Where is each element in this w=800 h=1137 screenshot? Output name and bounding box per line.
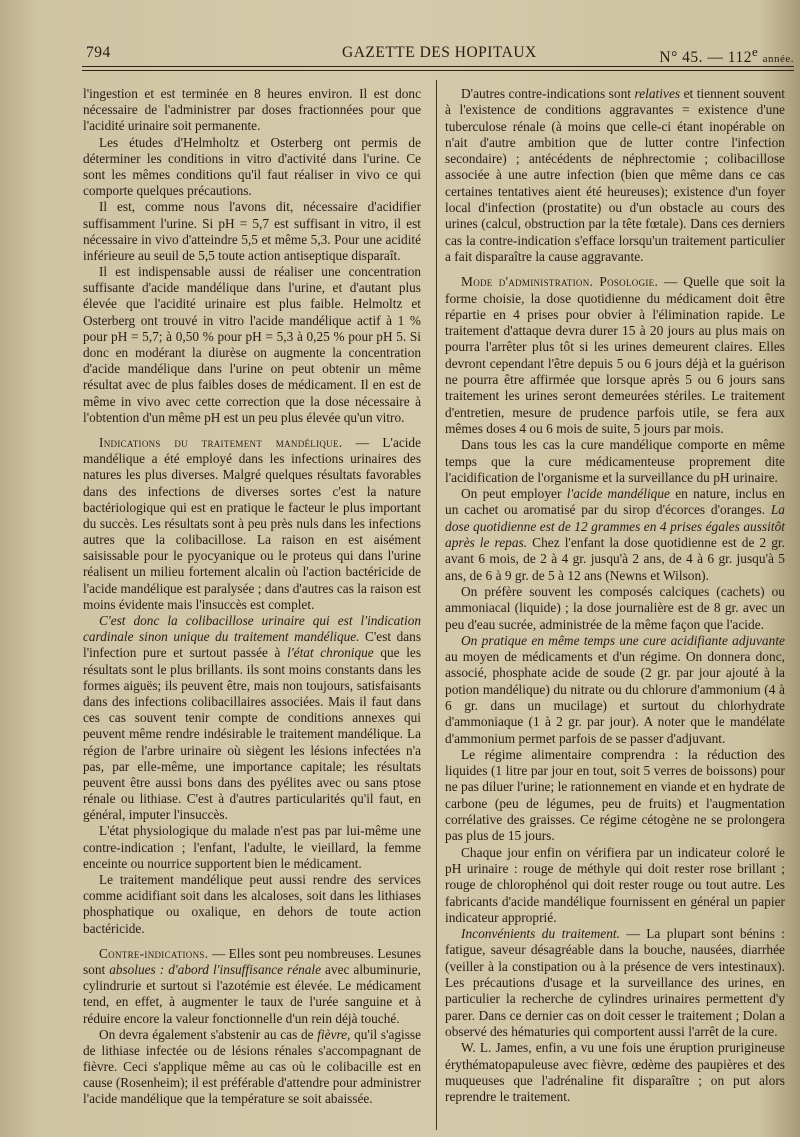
paragraph: C'est donc la colibacillose urinaire qui est l'indication cardinale sinon unique du traitement mandélique. C'est dans l'infection pure et surtout passée à l'état chronique que les résultats sont le plus brillants. ils sont moins constants dans les formes aiguës; ils peuvent être, mais non toujours, satisfaisants dans des infections colibacillaires associées. Mais il faut dans ces cas souvent tenir compte de conditions annexes qui peuvent même rendre indésirable le traitement mandélique. La région de l'arbre urinaire où siègent les lésions infectées n'a pas, par elle-même, une importance capitale; les résultats peuvent être aussi bons dans des pyélites avec ou sans ptose rénale ou lithiase. C'est à d'autres particularités qu'il faut, en général, imputer l'insuccès. bbox=[83, 613, 422, 823]
paragraph: Il est, comme nous l'avons dit, nécessaire d'acidifier suffisamment l'urine. Si pH = 5,7 est suffisant in vitro, il est nécessaire in vivo d'atteindre 5,5 et même 5,3. Pour une acidité inférieure au seuil de 5,5 toute action antiseptique disparaît. bbox=[83, 199, 421, 263]
paragraph: On peut employer l'acide mandélique en nature, inclus en un cachet ou aromatisé par du sirop d'écorces d'oranges. La dose quotidienne est de 12 grammes en 4 prises égales aussitôt après le repas. Chez l'enfant la dose quotidienne est de 2 gr. avant 6 mois, de 2 à 4 gr. jusqu'à 2 ans, de 4 à 6 gr. jusqu'à 5 ans, de 6 à 9 gr. de 5 à 12 ans (Newns et Wilson). bbox=[445, 486, 786, 583]
column-divider bbox=[436, 80, 437, 1130]
paragraph: Dans tous les cas la cure mandélique comporte en même temps que la cure médicamenteuse proprement dite l'acidification de l'organisme et la surveillance du pH urinaire. bbox=[445, 437, 785, 485]
paragraph: Chaque jour enfin on vérifiera par un indicateur coloré le pH urinaire : rouge de méthyle qui doit rester rose brillant ; rouge de chlorophénol qui doit rester rouge ou tout autre. Les fabricants d'acide mandélique fournissent en général un papier indicateur approprié. bbox=[445, 844, 785, 925]
section-heading: Indications du traitement mandélique. bbox=[99, 434, 343, 450]
paragraph: On devra également s'abstenir au cas de fièvre, qu'il s'agisse de lithiase infectée ou de lésions rénales s'accompagnant de fièvre. Ceci s'applique même au cas où le colibacille est en cause (Rosenheim); il est préférable d'attendre pour administrer l'acide mandélique que la température se soit abaissée. bbox=[83, 1026, 422, 1107]
header-rule-top bbox=[82, 66, 794, 67]
paragraph: l'ingestion et est terminée en 8 heures environ. Il est donc nécessaire de l'administrer par doses fractionnées pour que l'acidité urinaire soit permanente. bbox=[83, 86, 421, 134]
paragraph: Inconvénients du traitement. — La plupart sont bénins : fatigue, saveur désagréable dans la bouche, nausées, diarrhée (veiller à la constipation ou à la présence de vers intestinaux). Les précautions d'usage et la surveillance des urines, en particulier la recherche de cylindres urinaires permettent d'y parer. Dans ce dernier cas on doit cesser le traitement ; Dolan a observé des hématuries qui comportent aussi l'arrêt de la cure. bbox=[445, 926, 785, 1039]
paragraph: Le traitement mandélique peut aussi rendre des services comme acidifiant soit dans les alcaloses, soit dans les lithiases phosphatique ou oxalique, en dehors de toute action bactéricide. bbox=[83, 872, 421, 936]
section-heading: Mode d'administration. Posologie. bbox=[461, 274, 659, 290]
paragraph: L'état physiologique du malade n'est pas par lui-même une contre-indication ; l'enfant, l'adulte, le vieillard, la femme enceinte ou nourrice supportent bien le médicament. bbox=[83, 823, 421, 871]
section-heading: Contre-indications. bbox=[99, 945, 209, 961]
issue-year-word: année. bbox=[762, 53, 794, 66]
header-rule-bottom bbox=[82, 70, 794, 71]
page-header bbox=[82, 44, 794, 67]
paragraph: On pratique en même temps une cure acidifiante adjuvante au moyen de médicaments et d'un régime. On donnera donc, associé, phosphate acide de soude (2 gr. par jour ajouté à la potion mandélique) du nitrate ou du chlorure d'ammonium (4 à 6 gr. dans un mucilage) et surtout du chlorhydrate d'ammoniaque (1 à 2 gr. par jour). A noter que le mandélate d'ammonium permet parfois de se passer d'adjuvant. bbox=[445, 632, 785, 746]
paragraph: W. L. James, enfin, a vu une fois une éruption prurigineuse érythématopapuleuse avec fièvre, œdème des paupières et des muqueuses que l'adrénaline fit disparaître ; on put alors reprendre le traitement. bbox=[445, 1040, 785, 1105]
paragraph: Il est indispensable aussi de réaliser une concentration suffisante d'acide mandélique dans l'urine, et d'autant plus élevée que l'acidité urinaire est plus faible. Helmoltz et Osterberg ont trouvé in vitro l'acide mandélique actif à 1 % pour pH = 5,7; à 0,50 % pour pH = 5,3 à 0,25 % pour pH 5. Si donc en modérant la diurèse on augmente la concentration d'acide mandélique dans l'urine on peut obtenir un même résultat avec de plus faibles doses de médicament. Il en est de même in vivo avec cette correction que la dose nécessaire à l'obtention d'un même pH est un peu plus élevée qu'un vitro. bbox=[83, 264, 421, 425]
issue-number: N° 45. — 112 bbox=[659, 49, 752, 67]
paragraph: Mode d'administration. Posologie. — Quelle que soit la forme choisie, la dose quotidienne du médicament doit être répartie en 4 prises pour obvier à l'élimination rapide. Le traitement d'attaque devra durer 15 à 20 jours au plus mais on pourra l'arrêter plus tôt si les urines demeurent claires. Elles devront cependant l'être depuis 5 ou 6 jours déjà et la guérison ne pourra être affirmée que lorsque après 5 ou 6 jours sans traitement les urines seront demeurées stériles. Le traitement d'entretien, mesure de prudence parfois utile, se fera aux mêmes doses 4 ou 6 mois de suite, 5 jours par mois. bbox=[445, 274, 786, 436]
issue-suffix: e bbox=[751, 44, 759, 59]
page-number: 794 bbox=[86, 44, 111, 61]
journal-title: GAZETTE DES HOPITAUX bbox=[342, 44, 537, 61]
right-column bbox=[445, 86, 785, 1105]
paragraph: Le régime alimentaire comprendra : la réduction des liquides (1 litre par jour en tout, soit 5 verres de boissons) pour ne pas diluer l'urine; le rationnement en viande et en hydrate de carbone (peu de légumes, peu de fruits) et l'augmentation corrélative des graisses. Ce régime cétogène ne se prolongera pas plus de 15 jours. bbox=[445, 746, 785, 844]
paragraph: Les études d'Helmholtz et Osterberg ont permis de déterminer les conditions in vitro d'activité dans l'urine. Ce sont les mêmes conditions qu'il faut réaliser in vivo ce qui comporte quelques précautions. bbox=[83, 134, 421, 199]
paragraph: Indications du traitement mandélique. — L'acide mandélique a été employé dans les infections urinaires des natures les plus diverses. Malgré quelques résultats favorables dans des infections de diverses sortes c'est la nature bactériologique qui est en pratique le facteur le plus important du succès. Les résultats sont à peu près nuls dans les infections autres que la colibacillose. La raison en est aisément saisissable pour le pyocyanique ou le proteus qui dans l'urine réalisent un milieu fortement alcalin où l'action bactéricide de l'acide mandélique est paralysée ; dans d'autres cas la raison est moins évidente mais l'insuccès est complet. bbox=[83, 434, 421, 612]
paragraph: On préfère souvent les composés calciques (cachets) ou ammoniacal (liquide) ; la dose journalière est de 8 gr. avec un peu d'eau sucrée, administrée de la même façon que l'acide. bbox=[445, 583, 785, 632]
paragraph: Contre-indications. — Elles sont peu nombreuses. Lesunes sont absolues : d'abord l'insuffisance rénale avec albuminurie, cylindrurie et surtout si l'azotémie est élevée. Le médicament tend, en effet, à augmenter le taux de l'urée sanguine et à réduire encore la valeur fonctionnelle d'un rein déjà touché. bbox=[83, 945, 421, 1026]
paragraph: D'autres contre-indications sont relatives et tiennent souvent à l'existence de conditions aggravantes = existence d'une tuberculose rénale (à moins que celle-ci étant inopérable on n'ait d'autre ambition que de lutter contre l'infection secondaire) ; antécédents de néphrectomie ; colibacillose associée à une autre infection (bien que même dans ce cas certaines tentatives aient été heureuses); existence d'un foyer local d'infection (prostatite) ou d'un obstacle au cours des urines (calcul, obstruction par la tête fœtale). Dans ces derniers cas la contre-indication s'efface lorsqu'un traitement particulier a fait disparaître la cause aggravante. bbox=[445, 86, 785, 264]
issue-info bbox=[659, 44, 794, 67]
left-column bbox=[83, 86, 421, 1108]
